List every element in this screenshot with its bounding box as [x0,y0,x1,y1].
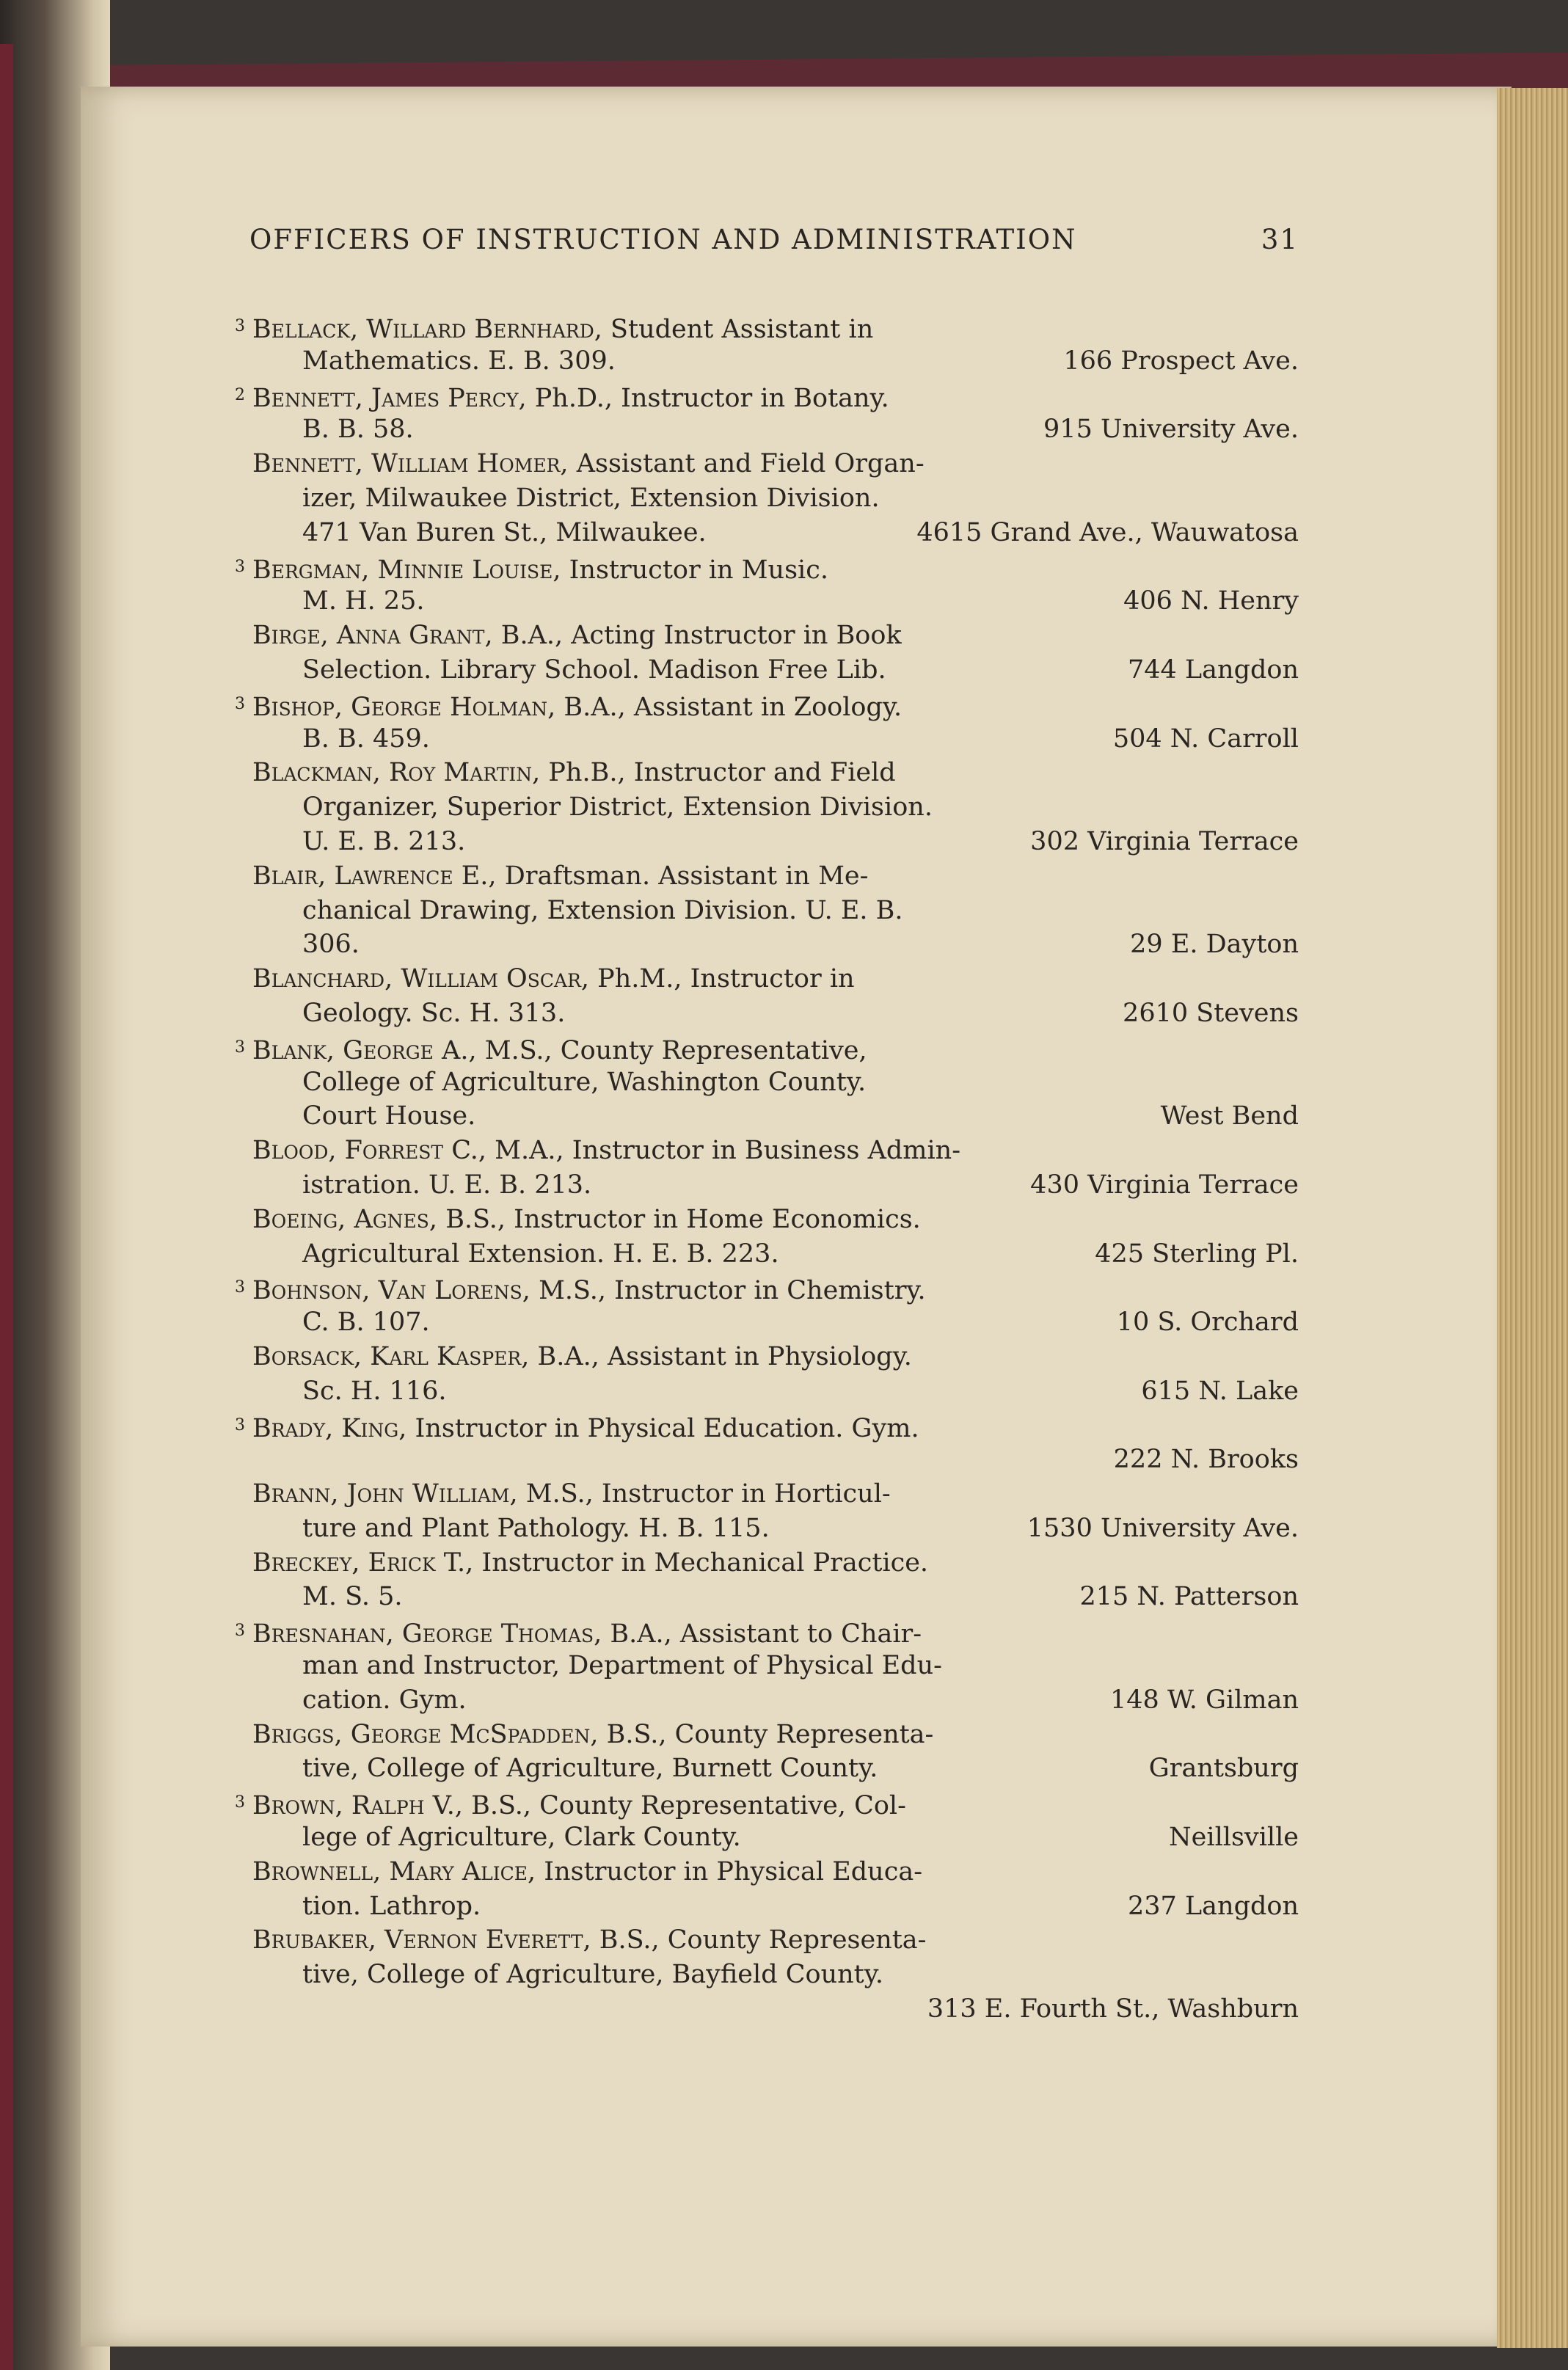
person-name: Bishop, George Holman, [252,692,556,722]
entry-text: Geology. Sc. H. 313. [302,998,566,1028]
entry-text: M.S., Instructor in Chemistry. [539,1276,926,1306]
directory-entry [235,1546,1299,1615]
directory-entry [235,962,1299,1031]
directory-entry [235,619,1299,688]
directory-entry [235,310,1299,379]
directory-entry [235,859,1299,962]
entry-first-line [235,447,1299,481]
entry-text: B.S., County Representa- [606,1719,934,1749]
page-fore-edge [1497,88,1568,2348]
entry-first-line [235,1614,1299,1649]
entry-text: Mathematics. E. B. 309. [302,346,616,376]
footnote-marker: 3 [235,1278,245,1297]
entry-address: 1530 University Ave. [1027,1513,1299,1543]
entry-text: 471 Van Buren St., Milwaukee. [302,517,707,547]
person-name: Brown, Ralph V., [252,1791,464,1821]
entry-text: 306. [302,930,360,960]
entry-address: 215 N. Patterson [1079,1582,1299,1612]
entry-first-line [235,1718,1299,1752]
directory-entry [235,1614,1299,1717]
entry-address: 430 Virginia Terrace [1030,1170,1299,1200]
entry-text: Court House. [302,1101,476,1131]
entry-text: Instructor in Physical Education. Gym. [415,1413,919,1443]
directory-entry [235,1477,1299,1546]
person-name: Bennett, William Homer, [252,449,569,479]
entry-text: M.A., Instructor in Business Admin- [495,1136,961,1166]
entry-continuation-line [235,1512,1299,1546]
footnote-marker: 3 [235,694,245,713]
person-name: Brubaker, Vernon Everett, [252,1925,591,1955]
entry-text: B.A., Assistant in Zoology. [564,692,902,722]
entry-first-line [235,1134,1299,1168]
person-name: Brann, John William, [252,1479,518,1509]
entry-text: Instructor in Music. [569,555,828,585]
entry-continuation-line [235,996,1299,1031]
entry-text: C. B. 107. [302,1308,430,1338]
entry-text: M.S., County Representative, [484,1035,867,1065]
person-name: Boeing, Agnes, [252,1204,438,1234]
entry-text: Ph.B., Instructor and Field [548,758,896,788]
person-name: Birge, Anna Grant, [252,621,493,651]
entry-address: 166 Prospect Ave. [1063,346,1299,376]
entry-continuation-line [235,1649,1299,1683]
entry-address: 744 Langdon [1127,655,1299,685]
entry-text: Student Assistant in [610,315,874,344]
person-name: Brady, King, [252,1413,407,1443]
entry-address: 10 S. Orchard [1116,1308,1299,1338]
entry-continuation-line [235,1305,1299,1340]
entry-continuation-line [235,653,1299,688]
entry-text: M. H. 25. [302,586,425,616]
person-name: Blood, Forrest C., [252,1136,486,1166]
directory-entry [235,1271,1299,1340]
entry-text: B.A., Acting Instructor in Book [500,621,902,651]
entry-first-line [235,1340,1299,1374]
entry-text: cation. Gym. [302,1685,467,1715]
directory-entry [235,1786,1299,1855]
entry-text: man and Instructor, Department of Physical Edu- [302,1651,942,1681]
footnote-marker: 3 [235,1038,245,1057]
entry-continuation-line [235,1374,1299,1409]
entry-continuation-line [235,1751,1299,1786]
entry-text: izer, Milwaukee District, Extension Division. [302,483,880,513]
entry-first-line [235,550,1299,585]
person-name: Bergman, Minnie Louise, [252,555,561,585]
entry-first-line [235,1031,1299,1065]
entry-continuation-line [235,722,1299,756]
entry-text: tive, College of Agriculture, Bayfield County. [302,1960,883,1990]
person-name: Bellack, Willard Bernhard, [252,315,602,344]
entry-text: tive, College of Agriculture, Burnett County. [302,1754,878,1784]
footnote-marker: 3 [235,1415,245,1434]
directory-entry [235,379,1299,448]
entry-continuation-line [235,1099,1299,1134]
person-name: Briggs, George McSpadden, [252,1719,599,1749]
entry-continuation-line [235,584,1299,619]
entry-text: M. S. 5. [302,1582,403,1612]
entry-address: 615 N. Lake [1141,1376,1299,1406]
directory-entry [235,1134,1299,1203]
entry-text: M.S., Instructor in Horticul- [525,1479,891,1509]
directory-entry [235,1409,1299,1478]
person-name: Blackman, Roy Martin, [252,758,541,788]
entry-continuation-line [235,894,1299,928]
entry-continuation-line [235,1168,1299,1203]
entry-first-line [235,1546,1299,1580]
entry-text: Assistant and Field Organ- [576,449,925,479]
directory-entry [235,688,1299,756]
footnote-marker: 3 [235,1622,245,1641]
entry-text: B.S., County Representative, Col- [471,1791,906,1821]
binding-edge [0,44,13,2370]
entry-continuation-line [235,481,1299,516]
entry-address: 29 E. Dayton [1130,930,1299,960]
footnote-marker: 3 [235,1793,245,1812]
entry-address: Neillsville [1169,1823,1299,1853]
entry-continuation-line [235,927,1299,962]
directory-entry [235,1923,1299,2026]
entry-continuation-line [235,790,1299,825]
directory-entry [235,1340,1299,1409]
entry-continuation-line [235,344,1299,379]
footnote-marker: 3 [235,317,245,335]
person-name: Blair, Lawrence E., [252,861,497,891]
entry-text: ture and Plant Pathology. H. B. 115. [302,1513,770,1543]
entry-text: B. B. 58. [302,415,414,445]
entry-continuation-line [235,516,1299,550]
entry-text: Instructor in Mechanical Practice. [481,1547,929,1578]
entry-first-line [235,756,1299,790]
running-head-title: OFFICERS OF INSTRUCTION AND ADMINISTRATION [249,224,1077,255]
person-name: Bohnson, Van Lorens, [252,1276,530,1306]
directory-entry [235,1718,1299,1787]
entry-text: U. E. B. 213. [302,826,466,856]
entry-text: chanical Drawing, Extension Division. U. E. B. [302,895,903,925]
entry-first-line [235,1786,1299,1820]
entry-continuation-line [235,1958,1299,1992]
entry-address: 2610 Stevens [1123,998,1299,1028]
person-name: Brownell, Mary Alice, [252,1856,536,1886]
directory-entry [235,1031,1299,1134]
directory-entry [235,1203,1299,1272]
entry-continuation-line [235,412,1299,447]
footnote-marker: 2 [235,385,245,404]
entry-text: College of Agriculture, Washington County. [302,1067,867,1097]
entry-first-line [235,962,1299,996]
entry-text: lege of Agriculture, Clark County. [302,1823,741,1853]
person-name: Breckey, Erick T., [252,1547,474,1578]
entry-first-line [235,1855,1299,1889]
entry-first-line [235,1477,1299,1512]
entry-text: B.S., County Representa- [599,1925,927,1955]
person-name: Blank, George A., [252,1035,477,1065]
entry-address: 504 N. Carroll [1112,723,1299,754]
entry-address: 237 Langdon [1127,1891,1299,1921]
entry-address: 148 W. Gilman [1110,1685,1299,1715]
page-number: 31 [1261,224,1299,255]
entry-text: Ph.D., Instructor in Botany. [534,383,889,413]
entry-address: Grantsburg [1148,1754,1299,1784]
entry-address: 406 N. Henry [1123,586,1299,616]
entry-text: tion. Lathrop. [302,1891,481,1921]
entry-continuation-line [235,1237,1299,1272]
entry-first-line [235,688,1299,722]
directory-entry [235,550,1299,619]
entry-first-line [235,1409,1299,1443]
entry-address: 313 E. Fourth St., Washburn [927,1994,1299,2024]
entry-address: 4615 Grand Ave., Wauwatosa [916,517,1299,547]
entry-address: West Bend [1160,1101,1299,1131]
directory-entry [235,447,1299,550]
entry-text: Ph.M., Instructor in [597,964,855,994]
entry-text: Organizer, Superior District, Extension Division. [302,792,933,823]
entry-address: 915 University Ave. [1043,415,1299,445]
entry-continuation-line [235,1065,1299,1100]
footnote-marker: 3 [235,557,245,576]
entry-continuation-line [235,1443,1299,1477]
entry-text: Draftsman. Assistant in Me- [504,861,869,891]
person-name: Bresnahan, George Thomas, [252,1619,602,1649]
entry-continuation-line [235,825,1299,859]
entry-first-line [235,1923,1299,1958]
entry-text: istration. U. E. B. 213. [302,1170,592,1200]
running-head [249,224,1299,268]
directory-listing [235,310,1299,2027]
entry-first-line [235,859,1299,894]
entry-first-line [235,1203,1299,1237]
entry-continuation-line [235,1820,1299,1855]
entry-text: Sc. H. 116. [302,1376,447,1406]
entry-address: 302 Virginia Terrace [1030,826,1299,856]
entry-text: Agricultural Extension. H. E. B. 223. [302,1239,779,1269]
entry-continuation-line [235,1683,1299,1718]
directory-entry [235,756,1299,858]
directory-entry [235,1855,1299,1924]
entry-first-line [235,379,1299,413]
entry-address: 425 Sterling Pl. [1095,1239,1299,1269]
entry-address: 222 N. Brooks [1113,1445,1299,1475]
entry-text: B.A., Assistant in Physiology. [537,1341,912,1371]
entry-text: B. B. 459. [302,723,430,754]
entry-text: B.S., Instructor in Home Economics. [445,1204,921,1234]
entry-text: B.A., Assistant to Chair- [610,1619,922,1649]
entry-first-line [235,310,1299,344]
entry-continuation-line [235,1580,1299,1614]
person-name: Bennett, James Percy, [252,383,527,413]
entry-first-line [235,619,1299,653]
entry-text: Selection. Library School. Madison Free Lib. [302,655,886,685]
entry-first-line [235,1271,1299,1305]
entry-continuation-line [235,1992,1299,2027]
entry-continuation-line [235,1889,1299,1924]
entry-text: Instructor in Physical Educa- [544,1856,923,1886]
person-name: Borsack, Karl Kasper, [252,1341,530,1371]
person-name: Blanchard, William Oscar, [252,964,590,994]
